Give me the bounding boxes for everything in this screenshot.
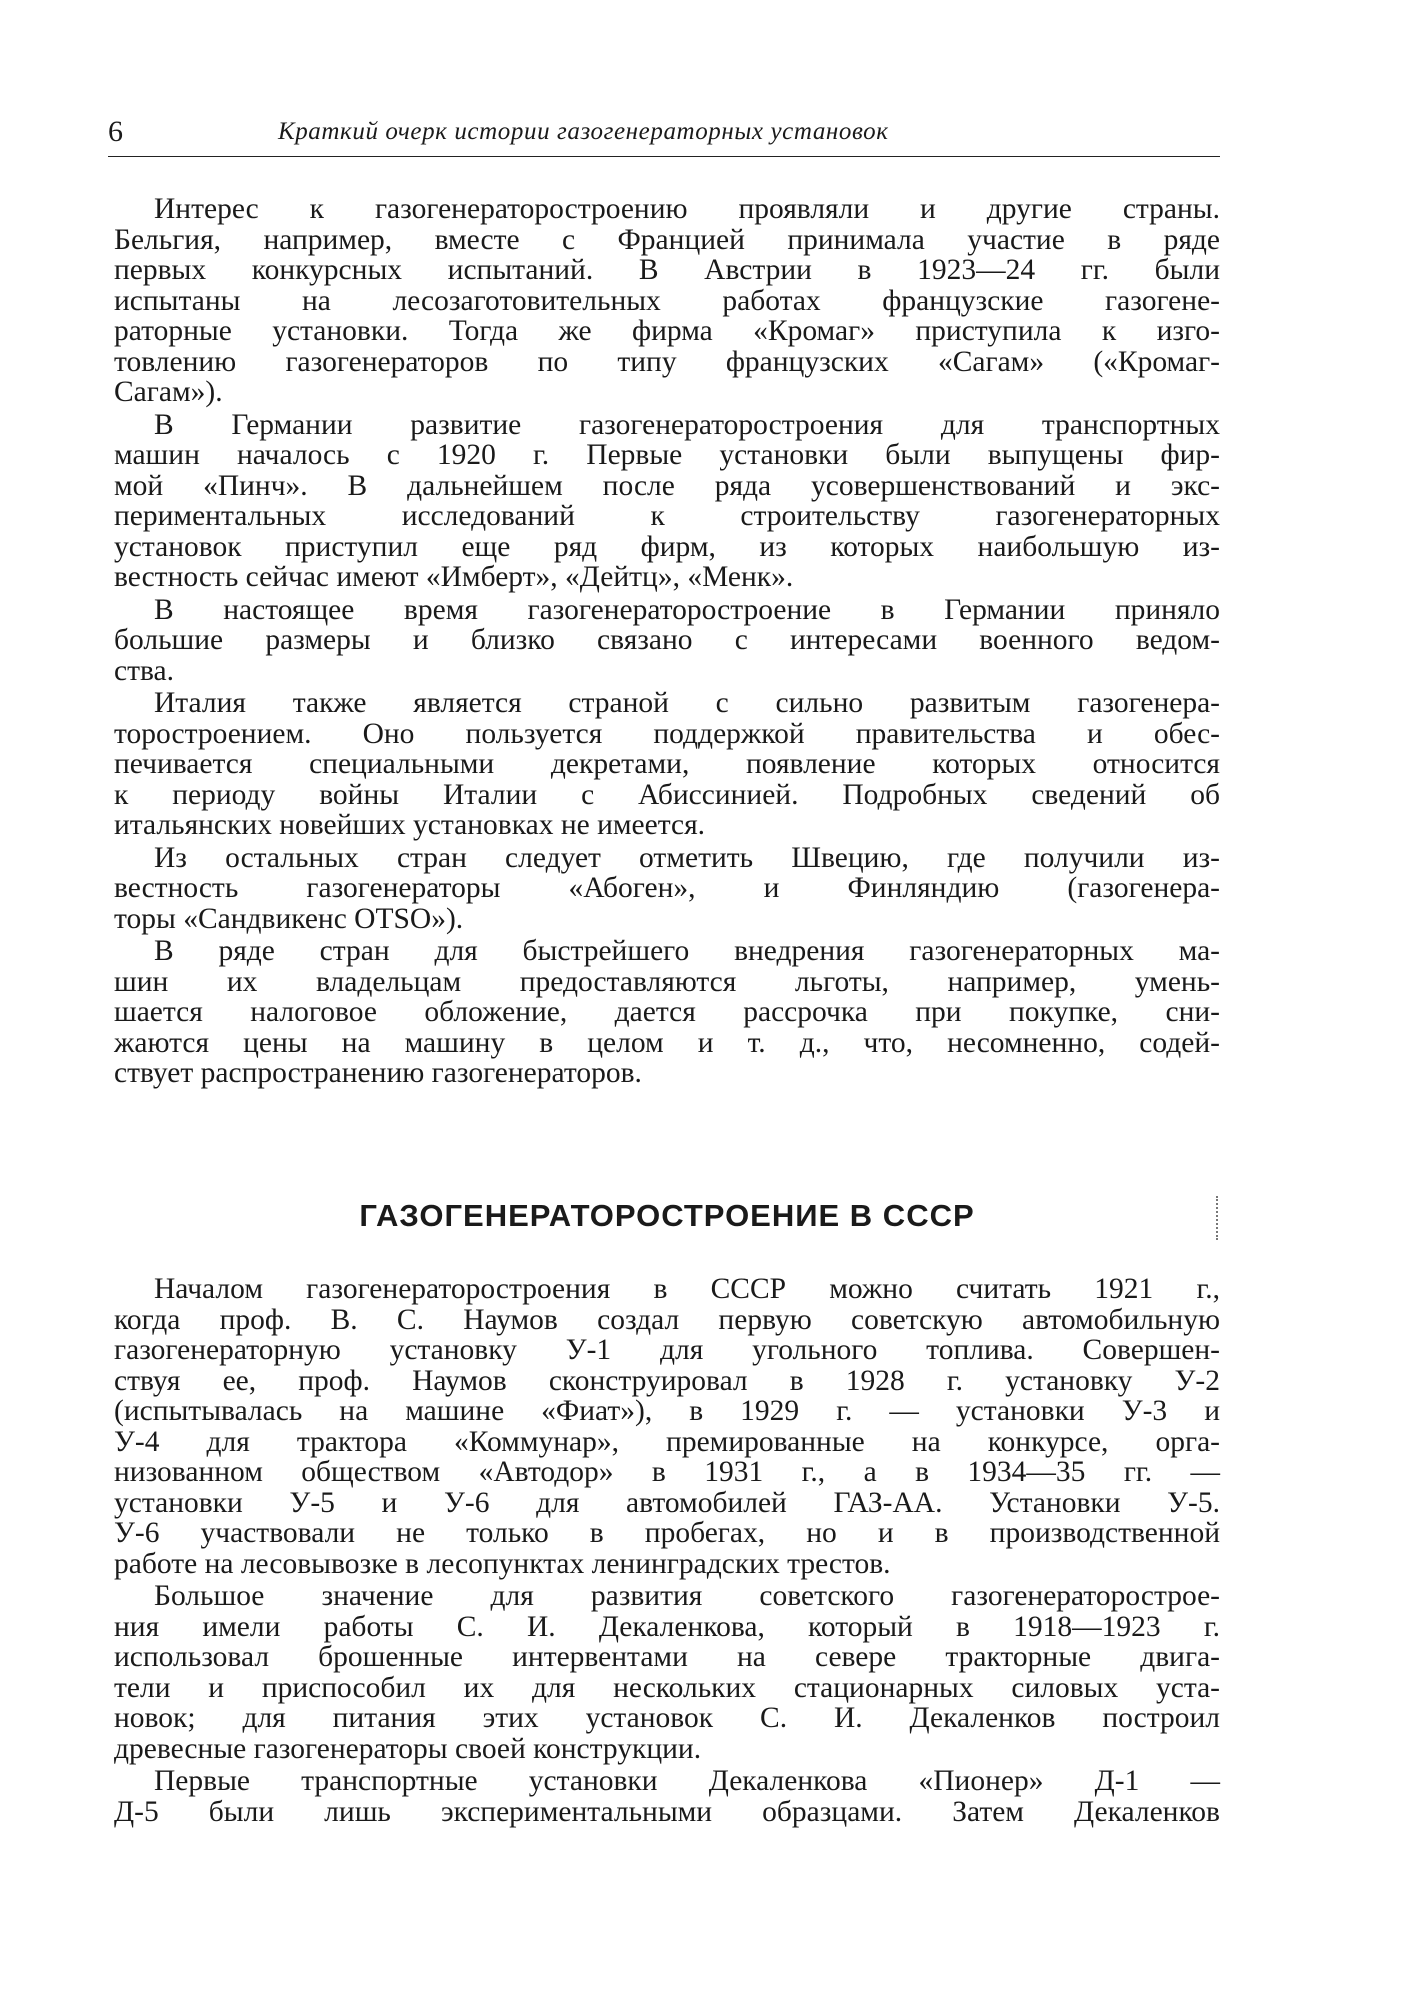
text-line: испытаны на лесозаготовительных работах французские газогене- xyxy=(114,284,1220,317)
text-line: новок; для питания этих установок С. И. Декаленков построил xyxy=(114,1702,1220,1734)
text-line: Италия также является страной с сильно развитым газогенера- xyxy=(154,687,1220,719)
paragraph xyxy=(114,936,1220,1089)
text-line: В ряде стран для быстрейшего внедрения газогенераторных ма- xyxy=(154,935,1220,967)
text-line: Из остальных стран следует отметить Швецию, где получили из- xyxy=(154,841,1220,874)
paragraph xyxy=(114,595,1220,687)
text-line: У-4 для трактора «Коммунар», премированные на конкурсе, орга- xyxy=(114,1425,1220,1458)
text-line: установок приступил еще ряд фирм, из которых наибольшую из- xyxy=(114,530,1220,563)
paragraph xyxy=(114,1581,1220,1764)
text-line: (испытывалась на машине «Фиат»), в 1929 г. — установки У-3 и xyxy=(114,1395,1220,1427)
text-line: раторные установки. Тогда же фирма «Кромаг» приступила к изго- xyxy=(114,315,1220,347)
text-line: работе на лесовывозке в лесопунктах ленинградских трестов. xyxy=(114,1547,891,1580)
text-line: ства. xyxy=(114,654,174,687)
page-number: 6 xyxy=(108,115,123,148)
text-line: установки У-5 и У-6 для автомобилей ГАЗ-АА. Установки У-5. xyxy=(114,1486,1220,1519)
text-line: мой «Пинч». В дальнейшем после ряда усовершенствований и экс- xyxy=(114,469,1220,502)
section-ussr xyxy=(114,1274,1220,1829)
text-line: печивается специальными декретами, появление которых относится xyxy=(114,748,1220,780)
text-line: Интерес к газогенераторостроению проявляли и другие страны. xyxy=(154,193,1220,225)
text-line: шин их владельцам предоставляются льготы, например, умень- xyxy=(114,965,1220,998)
paragraph xyxy=(114,1274,1220,1579)
text-line: итальянских новейших установках не имеется. xyxy=(114,809,706,841)
running-title: Краткий очерк истории газогенераторных установок xyxy=(278,118,889,145)
text-line: Первые транспортные установки Декаленкова «Пионер» Д-1 — xyxy=(154,1765,1220,1797)
paragraph-container xyxy=(114,1274,1220,1827)
text-line: Большое значение для развития советского газогенераторострое- xyxy=(154,1580,1220,1612)
margin-mark xyxy=(1216,1196,1224,1240)
text-line: товлению газогенераторов по типу французских «Сагам» («Кромаг- xyxy=(114,345,1220,378)
text-line: Д-5 были лишь экспериментальными образцами. Затем Декаленков xyxy=(114,1795,1220,1828)
text-line: торы «Сандвикенс OTSO»). xyxy=(114,902,464,935)
section-foreign-countries xyxy=(114,194,1220,1091)
text-line: низованном обществом «Автодор» в 1931 г., а в 1934—35 гг. — xyxy=(114,1456,1220,1488)
text-line: торостроением. Оно пользуется поддержкой правительства и обес- xyxy=(114,717,1220,750)
text-line: В Германии развитие газогенераторостроения для транспортных xyxy=(154,408,1220,441)
text-line: Сагам»). xyxy=(114,376,223,408)
text-line: ствуя ее, проф. Наумов сконструировал в 1928 г. установку У-2 xyxy=(114,1364,1220,1397)
paragraph xyxy=(114,688,1220,841)
text-line: Бельгия, например, вместе с Францией принимала участие в ряде xyxy=(114,223,1220,256)
text-line: когда проф. В. С. Наумов создал первую советскую автомобильную xyxy=(114,1303,1220,1336)
text-line: первых конкурсных испытаний. В Австрии в 1923—24 гг. были xyxy=(114,254,1220,286)
text-line: В настоящее время газогенераторостроение в Германии приняло xyxy=(154,593,1220,626)
text-line: вестность газогенераторы «Абоген», и Финляндию (газогенера- xyxy=(114,872,1220,904)
running-header xyxy=(108,112,1220,157)
text-line: древесные газогенераторы своей конструкции. xyxy=(114,1732,702,1765)
text-line: жаются цены на машину в целом и т. д., что, несомненно, содей- xyxy=(114,1026,1220,1059)
text-line: большие размеры и близко связано с интересами военного ведом- xyxy=(114,624,1220,656)
text-line: ствует распространению газогенераторов. xyxy=(114,1057,642,1089)
text-line: машин началось с 1920 г. Первые установки были выпущены фир- xyxy=(114,439,1220,471)
text-line: использовал брошенные интервентами на севере тракторные двига- xyxy=(114,1641,1220,1673)
text-line: Началом газогенераторостроения в СССР можно считать 1921 г., xyxy=(154,1273,1220,1305)
paragraph xyxy=(114,843,1220,935)
text-line: к периоду войны Италии с Абиссинией. Подробных сведений об xyxy=(114,778,1220,811)
text-line: вестность сейчас имеют «Имберт», «Дейтц», «Менк». xyxy=(114,561,794,593)
text-line: тели и приспособил их для нескольких стационарных силовых уста- xyxy=(114,1671,1220,1704)
section-heading: ГАЗОГЕНЕРАТОРОСТРОЕНИЕ В СССР xyxy=(359,1198,975,1233)
paragraph-container xyxy=(114,194,1220,1089)
text-line: периментальных исследований к строительству газогенераторных xyxy=(114,500,1220,532)
paragraph xyxy=(114,1766,1220,1827)
text-line: шается налоговое обложение, дается рассрочка при покупке, сни- xyxy=(114,996,1220,1028)
paragraph xyxy=(114,410,1220,593)
text-line: газогенераторную установку У-1 для угольного топлива. Совершен- xyxy=(114,1334,1220,1366)
text-line: У-6 участвовали не только в пробегах, но и в производственной xyxy=(114,1517,1220,1549)
text-line: ния имели работы С. И. Декаленкова, который в 1918—1923 г. xyxy=(114,1610,1220,1643)
paragraph xyxy=(114,194,1220,408)
